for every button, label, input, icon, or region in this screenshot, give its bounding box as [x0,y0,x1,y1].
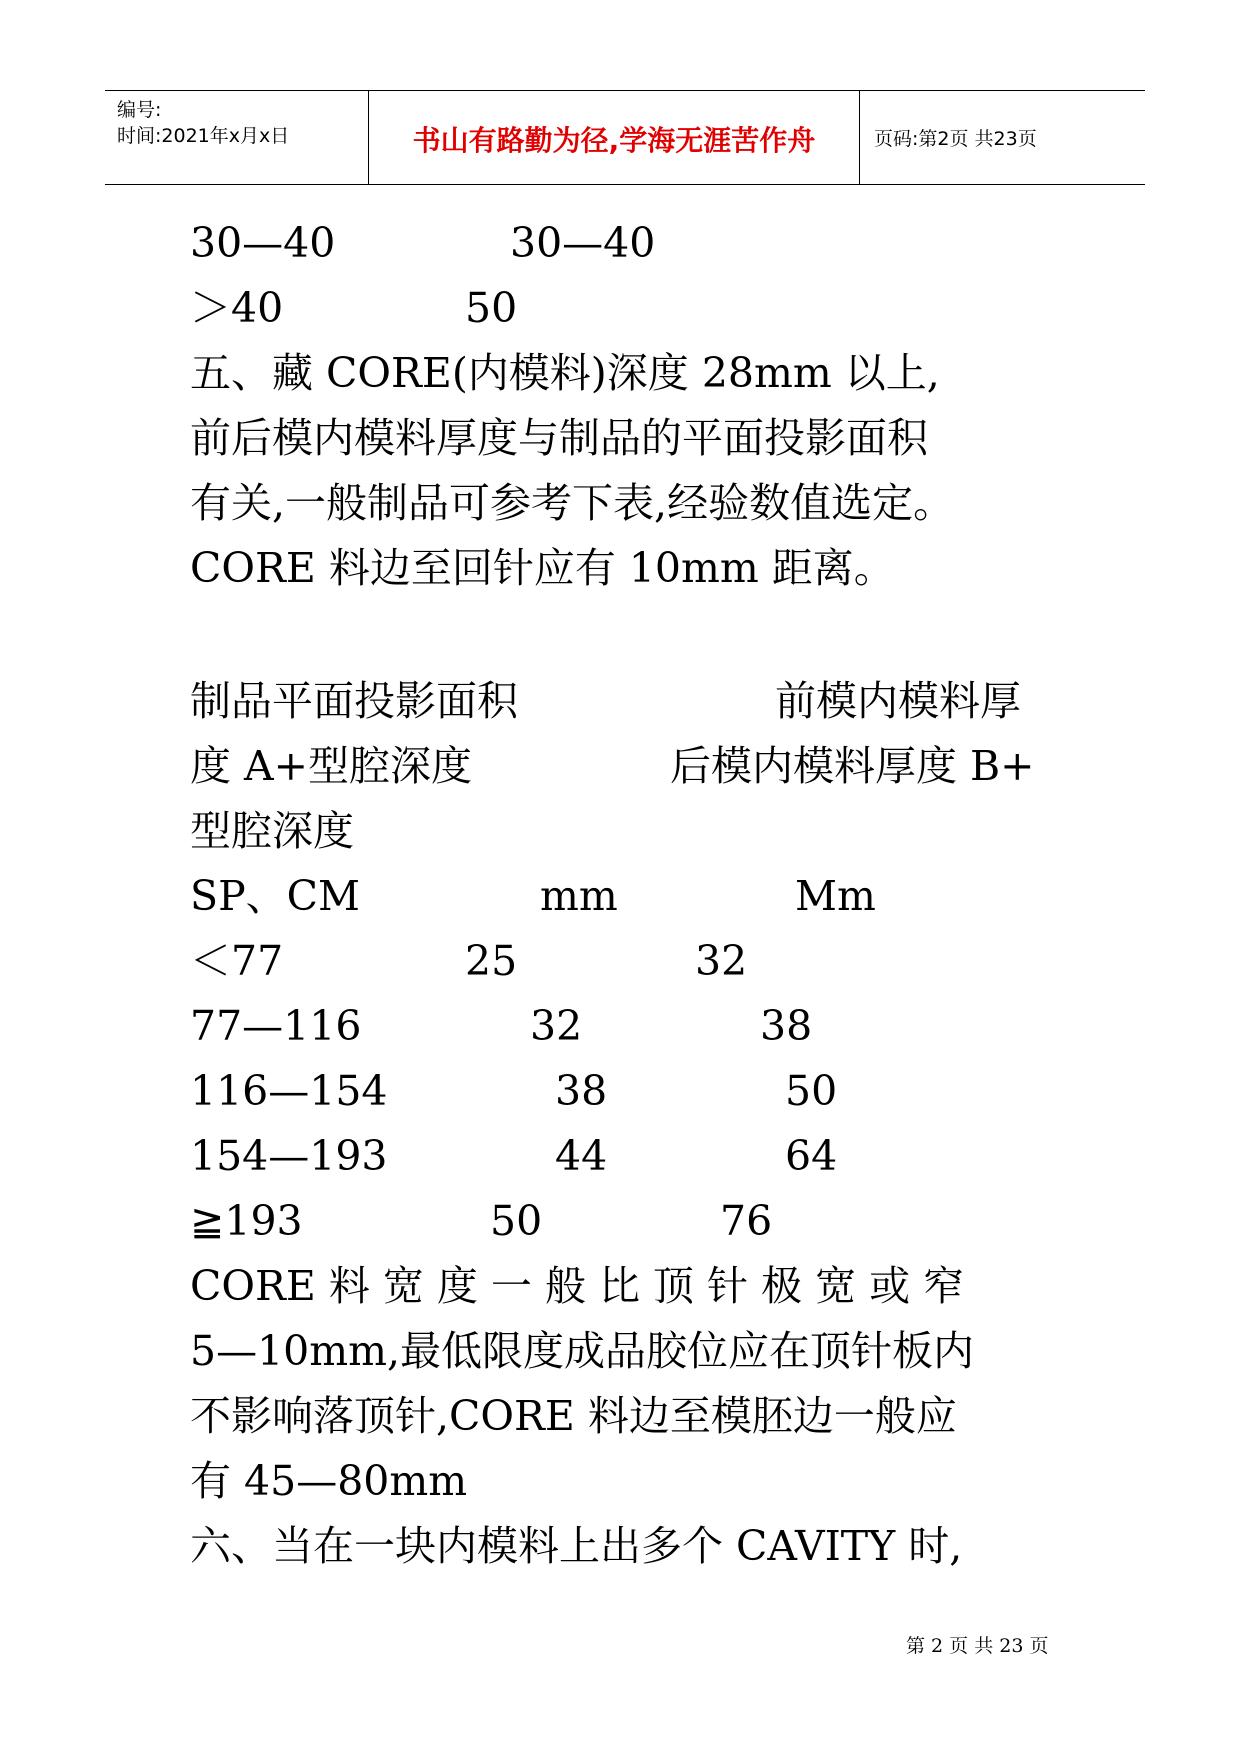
time-label: 时间:2021年x月x日 [117,125,290,147]
value-cell: 30—40 [510,219,656,267]
header-left-cell [105,91,368,184]
unit-cell: mm [540,872,618,920]
value-cell: 50 [465,284,518,332]
rear-thickness-cell: 38 [760,1002,813,1050]
header-right-cell [860,91,1145,184]
area-cell: ≧193 [190,1197,303,1245]
page-header [105,90,1145,185]
header-center-cell [368,91,860,184]
core-width-line: CORE 料 宽 度 一 般 比 顶 针 极 宽 或 窄 [190,1262,965,1310]
front-thickness-cell: 32 [530,1002,583,1050]
front-thickness-cell: 50 [490,1197,543,1245]
table-header-text: 后模内模料厚度 B+ [670,742,1035,790]
table-header-text: 型腔深度 [190,807,354,855]
core-width-line: 5—10mm,最低限度成品胶位应在顶针板内 [190,1327,975,1375]
area-cell: 77—116 [190,1002,362,1050]
table-header-text: 度 A+型腔深度 [190,742,472,790]
range-cell: 30—40 [190,219,336,267]
area-cell: 116—154 [190,1067,388,1115]
rear-thickness-cell: 64 [785,1132,838,1180]
unit-cell: Mm [795,872,876,920]
unit-cell: SP、CM [190,872,361,920]
rear-thickness-cell: 76 [720,1197,773,1245]
core-width-line: 不影响落顶针,CORE 料边至模胚边一般应 [190,1392,957,1440]
section5-line: 前后模内模料厚度与制品的平面投影面积 [190,414,928,462]
page-footer: 第 2 页 共 23 页 [906,1635,1049,1657]
rear-thickness-cell: 32 [695,937,748,985]
area-cell: 154—193 [190,1132,388,1180]
section6-line: 六、当在一块内模料上出多个 CAVITY 时, [190,1522,963,1570]
core-width-line: 有 45—80mm [190,1457,468,1505]
section5-line: 五、藏 CORE(内模料)深度 28mm 以上, [190,349,940,397]
area-cell: ＜77 [190,937,284,985]
range-cell: ＞40 [190,284,284,332]
section5-line: CORE 料边至回针应有 10mm 距离。 [190,544,895,592]
front-thickness-cell: 38 [555,1067,608,1115]
page-number-label: 页码:第2页 共23页 [874,128,1037,150]
number-label: 编号: [117,99,162,121]
section5-line: 有关,一般制品可参考下表,经验数值选定。 [190,479,955,527]
rear-thickness-cell: 50 [785,1067,838,1115]
table-header-text: 制品平面投影面积 [190,677,518,725]
front-thickness-cell: 25 [465,937,518,985]
table-header-text: 前模内模料厚 [775,677,1021,725]
front-thickness-cell: 44 [555,1132,608,1180]
header-motto: 书山有路勤为径,学海无涯苦作舟 [412,124,816,157]
